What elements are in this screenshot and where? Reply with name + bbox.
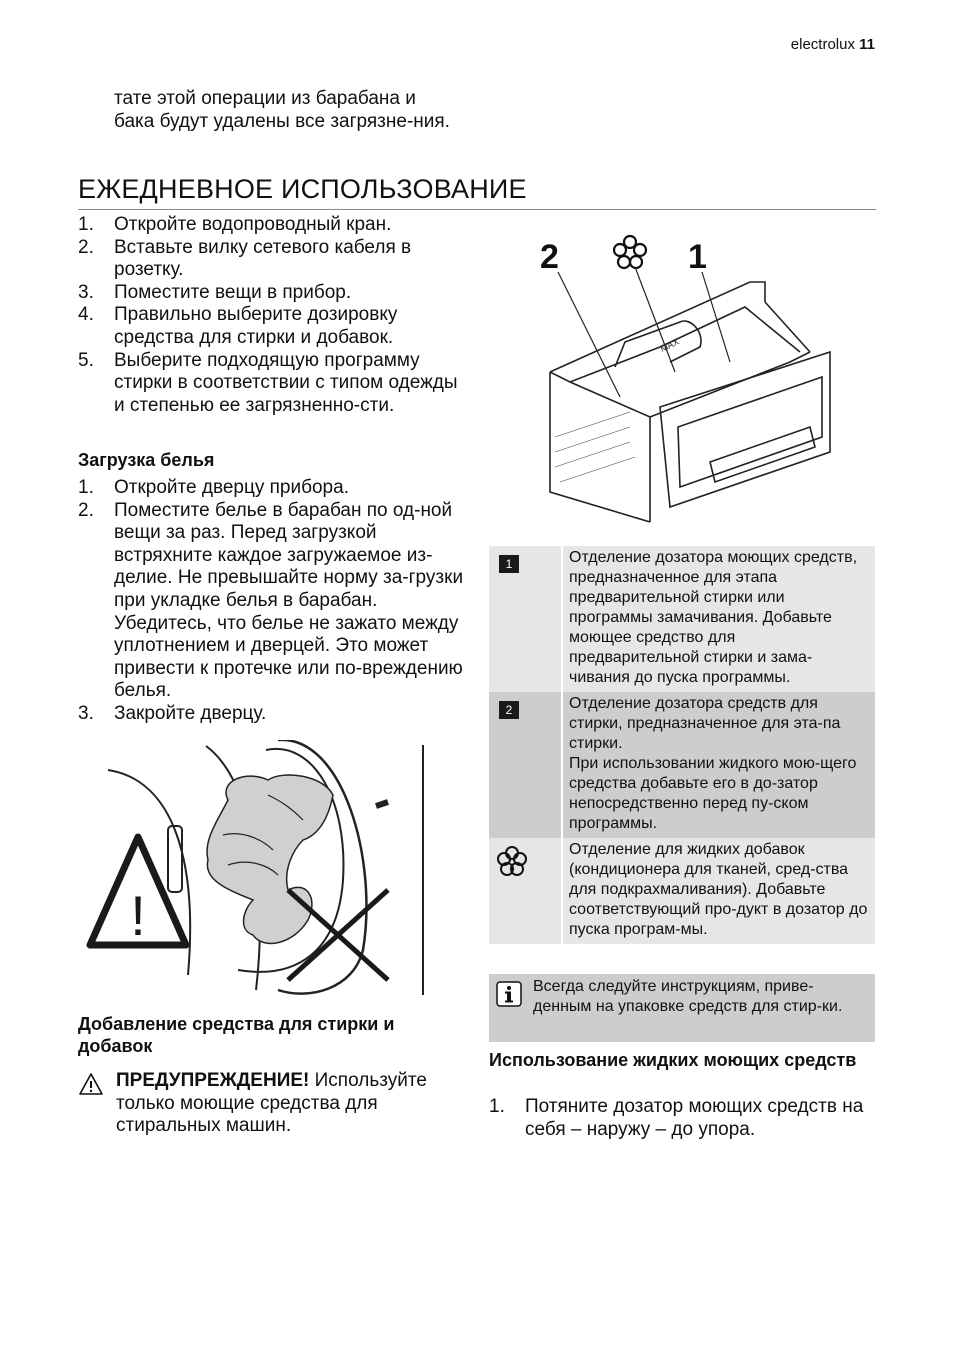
- info-icon: [496, 981, 522, 1013]
- list-item: 4. Правильно выберите дозировку средства для стирки и добавок.: [78, 304, 398, 348]
- list-item: 1. Откройте дверцу прибора.: [78, 477, 349, 498]
- detergent-heading: Добавление средства для стирки и добавок: [78, 1014, 395, 1056]
- flower-icon: [614, 236, 646, 268]
- door-illustration-svg: [78, 740, 438, 1000]
- page-number: 11: [859, 36, 875, 53]
- intro-paragraph: тате этой операции из барабана и бака будут удалены все загрязне-ния.: [114, 88, 450, 132]
- list-item: 2. Поместите белье в барабан по од-ной вещи за раз. Перед загрузкой встряхните каждое загружаемое из-делие. Не превышайте норму за-грузки при укладке белья в барабан. Убедитесь, что белье не зажато между уплотнением и дверцей. Это может привести к протечке или по-вреждению белья.: [78, 499, 464, 702]
- drawer-illustration-svg: [530, 222, 860, 532]
- table-row: [489, 546, 875, 692]
- list-item: 3. Закройте дверцу.: [78, 702, 267, 724]
- liquid-heading: Использование жидких моющих средств: [489, 1050, 857, 1070]
- flower-icon: [495, 865, 529, 882]
- door-warning-illustration: [78, 740, 438, 1005]
- list-item: 2. Вставьте вилку сетевого кабеля в розетку.: [78, 236, 412, 281]
- svg-text:!: !: [130, 884, 146, 947]
- legend-text: Отделение для жидких добавок (кондиционера для тканей, сред-ства для подкрахмаливания). Добавьте соответствующий про-дукт в дозатор до пуска програм-мы.: [562, 838, 875, 944]
- table-row: [489, 838, 875, 944]
- warning-label: ПРЕДУПРЕЖДЕНИЕ!: [116, 1070, 310, 1091]
- section-divider: [78, 209, 876, 210]
- warning-text: Используйте только моющие средства для стиральных машин.: [116, 1070, 427, 1137]
- list-item: 1. Откройте водопроводный кран.: [78, 214, 392, 235]
- brand-name: electrolux: [790, 36, 855, 53]
- section-title: ЕЖЕДНЕВНОЕ ИСПОЛЬЗОВАНИЕ: [78, 174, 527, 204]
- figure-label-1: 1: [688, 238, 707, 276]
- detergent-drawer-illustration: [530, 222, 860, 537]
- loading-steps-list: [78, 477, 468, 726]
- loading-heading: Загрузка белья: [78, 450, 215, 470]
- info-note: [489, 974, 875, 1042]
- warning-triangle-icon: [78, 1072, 104, 1103]
- table-row: [489, 692, 875, 838]
- page-header: [791, 36, 875, 53]
- list-item: 3. Поместите вещи в прибор.: [78, 281, 352, 303]
- legend-table: [489, 546, 875, 944]
- warning-block: [78, 1070, 458, 1138]
- list-item: 5. Выберите подходящую программу стирки в соответствии с типом одежды и степенью ее загрязненно-сти.: [78, 349, 458, 416]
- liquid-steps-list: [489, 1096, 875, 1141]
- legend-text: Отделение дозатора средств для стирки, предназначенное для эта-па стирки. При использовании жидкого мою-щего средства добавьте его в до-затор непосредственно перед пу-ском программы.: [562, 692, 875, 838]
- list-item: 1. Потяните дозатор моющих средств на себя – наружу – до упора.: [489, 1096, 864, 1140]
- max-label: MAX: [658, 336, 681, 354]
- figure-label-2: 2: [540, 238, 559, 276]
- legend-key-badge: 1: [499, 555, 519, 573]
- info-text: Всегда следуйте инструкциям, приве-денным на упаковке средств для стир-ки.: [533, 978, 843, 1015]
- daily-steps-list: [78, 214, 468, 417]
- legend-key-badge: 2: [499, 701, 519, 719]
- legend-text: Отделение дозатора моющих средств, предназначенное для этапа предварительной стирки или программы замачивания. Добавьте моющее средство для предварительной стирки и зама-чивания до пуска программы.: [562, 546, 875, 692]
